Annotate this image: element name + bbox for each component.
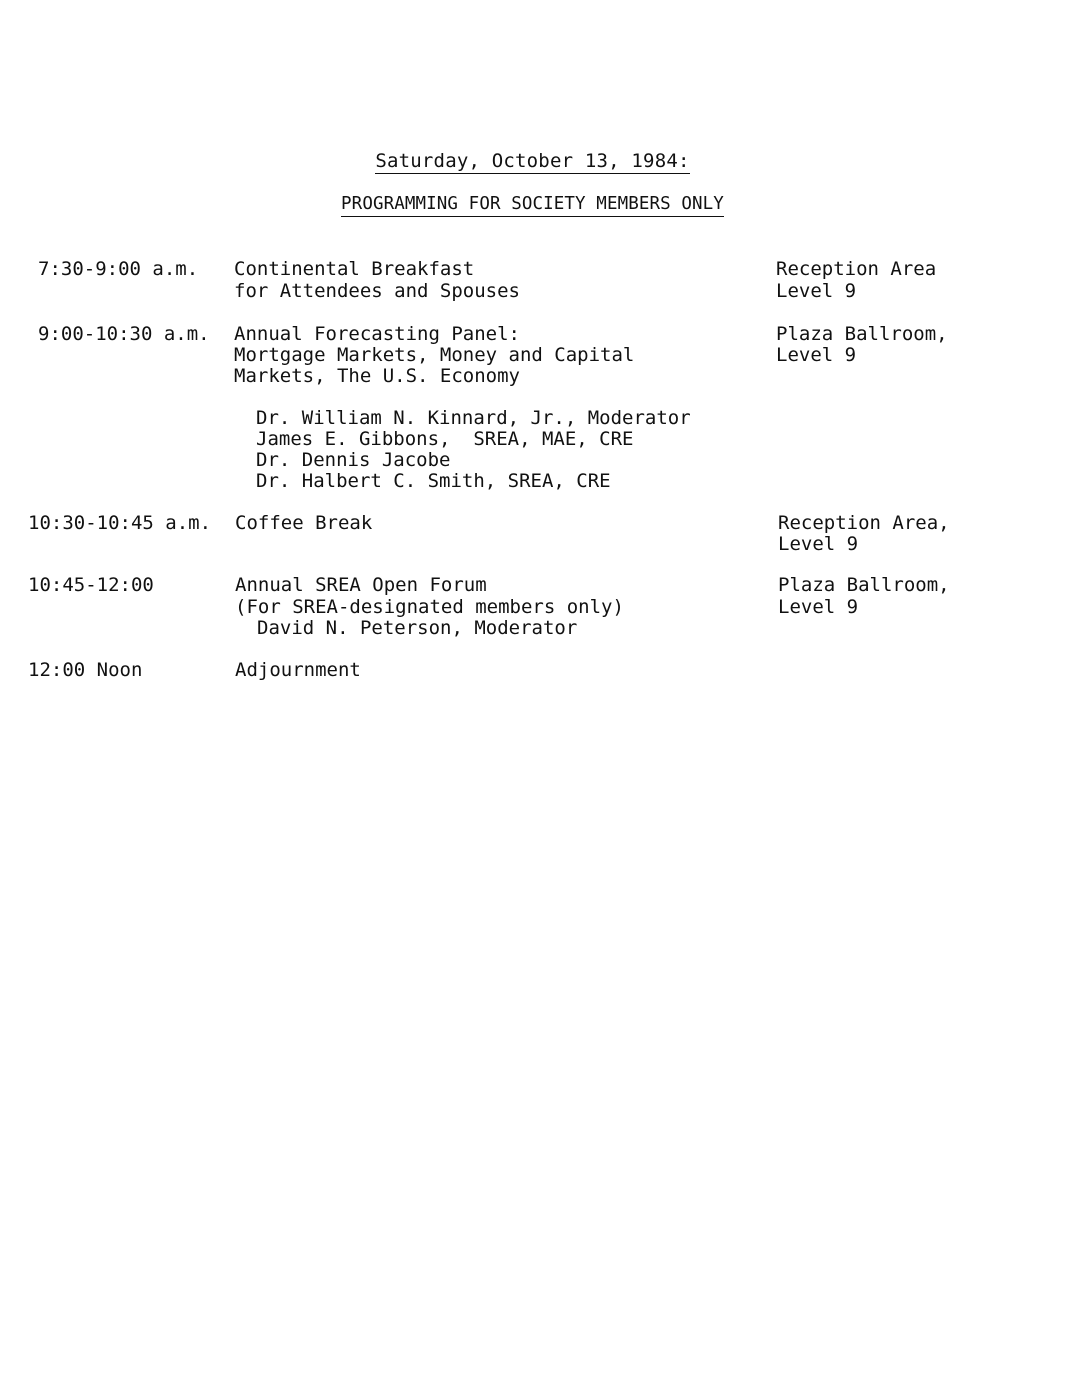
session-time: 10:30-10:45 a.m. <box>28 512 212 534</box>
session-event-line: Markets, The U.S. Economy <box>234 365 520 387</box>
session-location-line: Level 9 <box>776 280 857 302</box>
panel-participant: James E. Gibbons, SREA, MAE, CRE <box>256 428 634 450</box>
panel-participant: Dr. William N. Kinnard, Jr., Moderator <box>256 407 691 429</box>
session-location-line: Reception Area, <box>778 512 950 534</box>
session-event-line: Annual Forecasting Panel: <box>234 323 520 345</box>
session-location-line: Reception Area <box>776 258 937 280</box>
session-event-line: Annual SREA Open Forum <box>235 574 487 596</box>
session-event-line: Continental Breakfast <box>234 258 475 280</box>
session-location-line: Level 9 <box>778 533 859 555</box>
session-location-line: Plaza Ballroom, <box>778 574 950 596</box>
session-time: 10:45-12:00 <box>28 574 154 596</box>
program-heading <box>0 193 1065 217</box>
session-time: 9:00-10:30 a.m. <box>38 323 210 345</box>
session-location-line: Plaza Ballroom, <box>776 323 948 345</box>
session-event-line: Adjournment <box>235 659 361 681</box>
session-event-line: (For SREA-designated members only) <box>235 596 624 618</box>
session-time: 12:00 Noon <box>28 659 143 681</box>
panel-participant: Dr. Dennis Jacobe <box>256 449 451 471</box>
session-event-line: for Attendees and Spouses <box>234 280 520 302</box>
session-event-line: Coffee Break <box>235 512 373 534</box>
panel-participant: Dr. Halbert C. Smith, SREA, CRE <box>256 470 611 492</box>
session-location-line: Level 9 <box>778 596 859 618</box>
session-event-line: Mortgage Markets, Money and Capital <box>234 344 635 366</box>
session-location-line: Level 9 <box>776 344 857 366</box>
session-time: 7:30-9:00 a.m. <box>38 258 199 280</box>
date-heading <box>0 150 1065 174</box>
date-heading-text: Saturday, October 13, 1984: <box>375 150 690 172</box>
forum-moderator: David N. Peterson, Moderator <box>257 617 578 639</box>
program-heading-text: PROGRAMMING FOR SOCIETY MEMBERS ONLY <box>341 193 724 217</box>
